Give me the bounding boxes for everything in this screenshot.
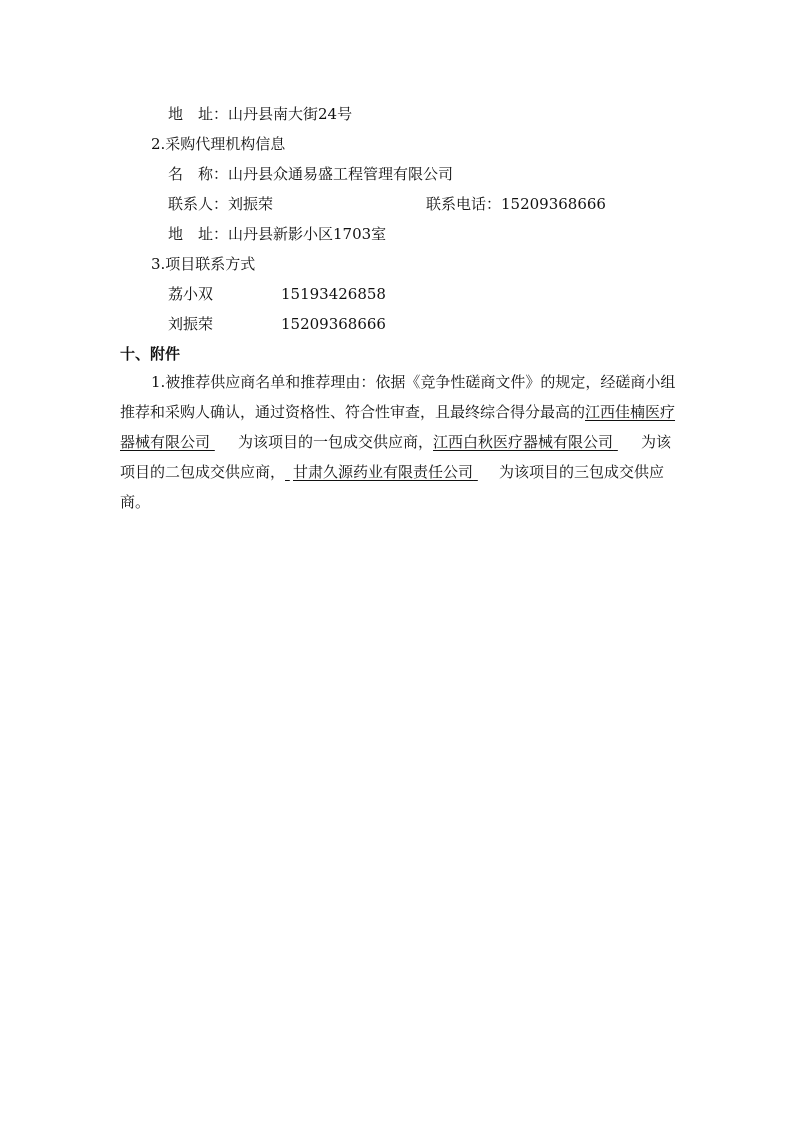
contact-name-2: 刘振荣 [168, 315, 214, 333]
paragraph-text-3: 为该项目的二包成交供应商， [120, 433, 672, 481]
section-heading-attachments: 十、附件 [120, 345, 181, 363]
agency-heading: 2.采购代理机构信息 [151, 135, 286, 153]
paragraph-text-4: 为该项目的三包成交供应商。 [120, 463, 665, 511]
agency-phone: 联系电话：15209368666 [426, 195, 606, 213]
paragraph-text-2: 为该项目的一包成交供应商， [238, 433, 434, 451]
supplier-2: 江西白秋医疗器械有限公司 [433, 433, 614, 451]
contact-name-1: 荔小双 [168, 285, 214, 303]
agency-contact: 联系人：刘振荣 [168, 195, 274, 213]
agency-name: 名 称：山丹县众通易盛工程管理有限公司 [168, 165, 454, 183]
supplier-1: 江西佳楠医疗器械有限公司 [120, 403, 676, 451]
recommendation-paragraph [120, 367, 685, 517]
contact-phone-2: 15209368666 [281, 315, 386, 333]
supplier-3: 甘肃久源药业有限责任公司 [293, 463, 474, 481]
paragraph-text-1: 1.被推荐供应商名单和推荐理由：依据《竞争性磋商文件》的规定，经磋商小组推荐和采购人确认，通过资格性、符合性审查，且最终综合得分最高的 [120, 373, 676, 421]
contact-phone-1: 15193426858 [281, 285, 386, 303]
project-contact-heading: 3.项目联系方式 [151, 255, 256, 273]
buyer-address: 地 址：山丹县南大街24号 [168, 105, 353, 123]
agency-address: 地 址：山丹县新影小区1703室 [168, 225, 387, 243]
